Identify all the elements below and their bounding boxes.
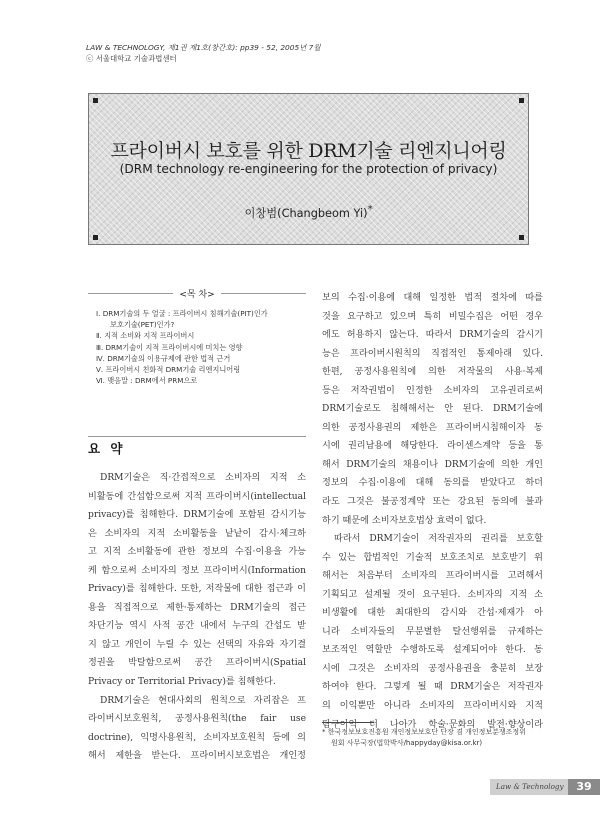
footnote-line: 원회 사무국장(법학박사/happyday@kisa.or.kr) — [331, 739, 483, 748]
summary-line: 한편, 공정사용원칙에 의한 저작물의 사용·복제 — [322, 367, 543, 378]
summary-line: DRM기술로도 침해해서는 안 된다. DRM기술에 — [322, 404, 543, 415]
summary-line: Privacy)를 침해한다. 또한, 저작물에 대한 접근과 이 — [88, 584, 306, 595]
summary-line: 능은 프라이버시원칙의 직접적인 통제아래 있다. — [322, 348, 543, 359]
summary-line: 해서 제한을 받는다. 프라이버시보호법은 개인정 — [88, 751, 306, 762]
summary-line: 비생활에 대한 최대한의 감시와 간섭·제재가 아 — [322, 608, 543, 619]
summary-line: 의 이익뿐만 아니라 소비자의 프라이버시와 지적 — [322, 701, 543, 712]
summary-line: DRM기술은 현대사회의 원칙으로 자리잡은 프 — [100, 695, 306, 706]
summary-line: 니라 소비자들의 무분별한 탈선행위를 규제하는 — [322, 626, 543, 637]
corner-mark-icon — [519, 98, 524, 103]
summary-line: 비활동에 간섭함으로써 지적 프라이버시(intellectual — [88, 491, 306, 502]
summary-line: 보조적인 역할만 수행하도록 설계되어야 한다. 동 — [322, 645, 543, 656]
summary-line: 해서 DRM기술의 채용이나 DRM기술에 의한 개인 — [322, 459, 543, 470]
summary-line: 고 지적 소비활동에 관한 정보의 수집·이용을 가능 — [88, 547, 306, 558]
toc-list — [96, 308, 304, 386]
summary-line: 하여야 한다. 그렇게 될 때 DRM기술은 저작권자 — [322, 682, 543, 693]
publisher-line: ⓒ 서울대학교 기술과법센터 — [86, 54, 177, 63]
summary-line: 따라서 DRM기술이 저작권자의 권리를 보호할 — [334, 534, 543, 545]
summary-line: privacy)를 침해한다. DRM기술에 포함된 감시기능 — [88, 510, 306, 521]
title-box — [88, 93, 529, 245]
toc-item: 보호기술(PET)인가? — [110, 320, 175, 330]
summary-line: 시에 권리남용에 해당한다. 라이센스계약 등을 통 — [322, 441, 543, 452]
summary-line: doctrine), 익명사용원칙, 소비자보호원칙 등에 의 — [88, 732, 306, 743]
summary-heading: 요 약 — [88, 441, 126, 456]
summary-line: 차단기능 역시 사적 공간 내에서 누구의 간섭도 받 — [88, 621, 306, 632]
footnote-divider — [322, 722, 374, 723]
journal-citation: LAW & TECHNOLOGY, 제1권 제1호(창간호): pp39 - 52, 2005년 7월 — [86, 43, 321, 52]
author-footnote-mark: * — [367, 204, 373, 215]
summary-line: 등은 저작권법이 인정한 소비자의 고유권리로써 — [322, 385, 543, 396]
summary-line: 하기 때문에 소비자보호법상 효력이 없다. — [322, 515, 487, 526]
toc-item: Ⅲ. DRM기술이 지적 프라이버시에 미치는 영향 — [96, 342, 243, 352]
summary-left-column — [88, 469, 306, 766]
summary-line: 케 함으로써 소비자의 정보 프라이버시(Information — [88, 565, 306, 576]
paper-title-korean: 프라이버시 보호를 위한 DRM기술 리엔지니어링 — [110, 140, 507, 162]
paper-title-english: (DRM technology re-engineering for the protection of privacy) — [119, 162, 498, 176]
toc-title: <목 차> — [88, 287, 306, 300]
summary-line: 에도 허용하지 않는다. 따라서 DRM기술의 감시기 — [322, 330, 543, 341]
page-footer — [490, 779, 600, 795]
summary-line: 것을 요구하고 있으며 특히 비밀수집은 어떤 경우 — [322, 311, 543, 322]
summary-line: 용을 직접적으로 제한·통제하는 DRM기술의 접근 — [88, 602, 306, 613]
summary-line: 기획되고 설계될 것이 요구된다. 소비자의 지적 소 — [322, 589, 543, 600]
summary-line: 은 소비자의 지적 소비활동을 낱낱이 감시·체크하 — [88, 528, 306, 539]
summary-line: 정권을 박탈함으로써 공간 프라이버시(Spatial — [88, 658, 306, 669]
summary-line: 지 않고 개인이 누릴 수 있는 선택의 자유와 자기결 — [88, 639, 306, 650]
toc-item: Ⅰ. DRM기술의 두 얼굴 : 프라이버시 침해기술(PIT)인가 — [96, 309, 268, 318]
toc-item: Ⅴ. 프라이버시 친화적 DRM기술 리엔지니어링 — [96, 365, 241, 375]
summary-line: DRM기술은 직·간접적으로 소비자의 지적 소 — [100, 473, 306, 483]
summary-line: 의한 공정사용권의 제한은 프라이버시침해이자 동 — [322, 422, 543, 433]
summary-line: 정보의 수집·이용에 대해 동의를 받았다고 하더 — [322, 478, 543, 489]
summary-line: 보의 수집·이용에 대해 일정한 법적 절차에 따를 — [322, 293, 543, 303]
summary-line: 라이버시보호원칙, 공정사용원칙(the fair use — [88, 714, 306, 725]
author-footnote — [322, 727, 543, 750]
summary-right-column — [322, 289, 543, 734]
toc-item: Ⅳ. DRM기술의 이용규제에 관한 법적 근거 — [96, 353, 231, 363]
toc-item: Ⅵ. 맺음말 : DRM에서 PRM으로 — [96, 376, 198, 386]
author-name: 이창범(Changbeom Yi) — [244, 206, 368, 220]
summary-line: 수 있는 합법적인 기술적 보호조치로 보호받기 위 — [322, 552, 543, 563]
table-of-contents — [88, 290, 306, 437]
summary-line: Privacy or Territorial Privacy)를 침해한다. — [88, 677, 276, 688]
summary-line: 시에 그것은 소비자의 공정사용권을 충분히 보장 — [322, 663, 543, 674]
corner-mark-icon — [519, 235, 524, 240]
footer-journal-label: Law & Technology — [496, 782, 564, 791]
summary-line: 해서는 처음부터 소비자의 프라이버시를 고려해서 — [322, 571, 543, 582]
author-line — [89, 204, 528, 221]
corner-mark-icon — [93, 235, 98, 240]
summary-line: 탐구이익 더 나아가 학술·문화의 발전·향상이라 — [322, 719, 543, 730]
page-number: 39 — [568, 779, 600, 795]
toc-item: Ⅱ. 지적 소비와 지적 프라이버시 — [96, 331, 195, 341]
summary-line: 라도 그것은 불공정계약 또는 강요된 동의에 불과 — [322, 497, 543, 508]
corner-mark-icon — [93, 98, 98, 103]
footnote-line: * 한국정보보호진흥원 개인정보보호단 단장 겸 개인정보분쟁조정위 — [322, 728, 526, 736]
journal-header — [86, 42, 446, 64]
